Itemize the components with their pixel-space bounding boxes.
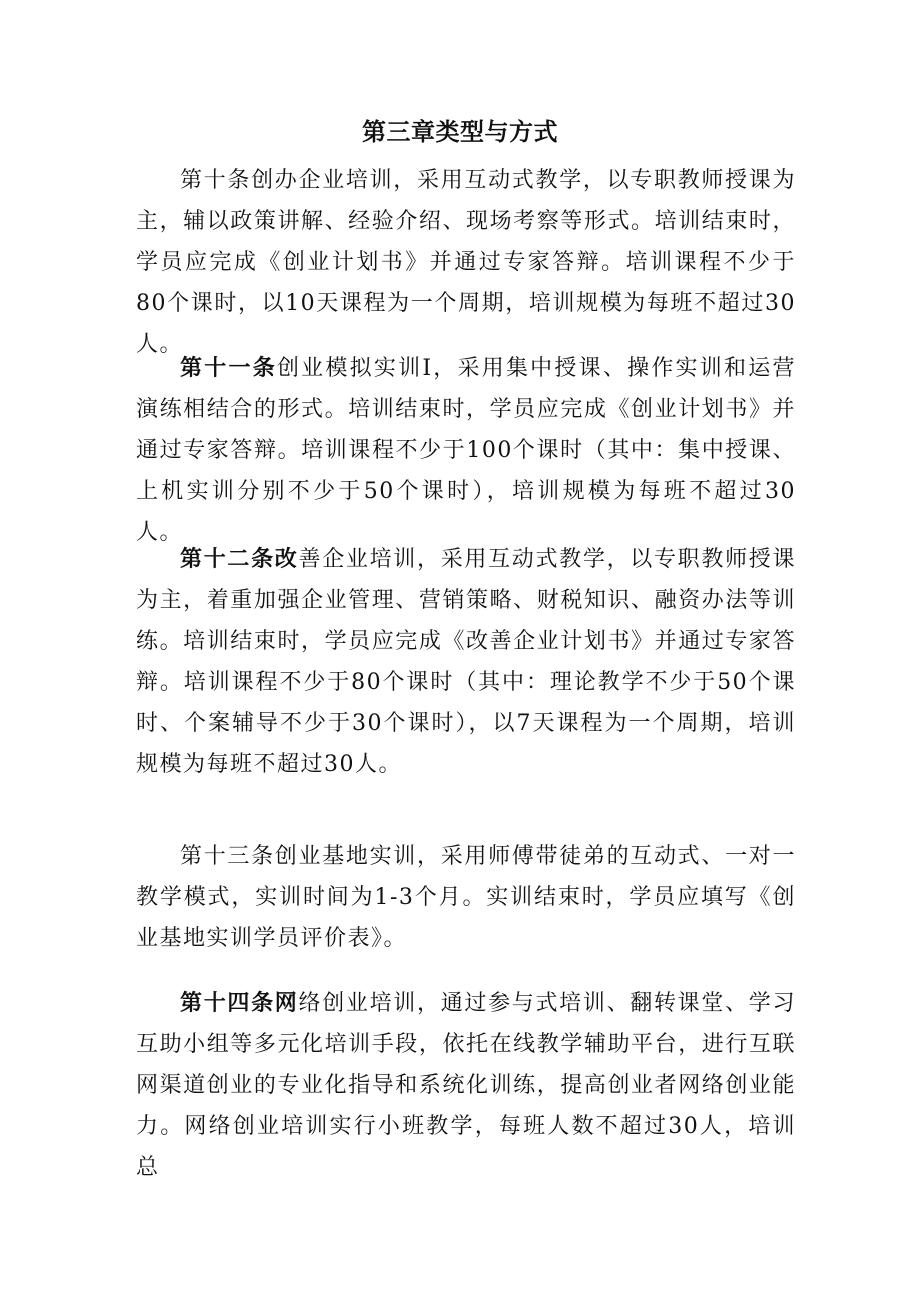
article-number: 第十一条 xyxy=(180,356,277,381)
article-number: 第十三条 xyxy=(180,844,275,869)
chapter-title: 第三章类型与方式 xyxy=(362,118,558,146)
article-11 xyxy=(136,348,796,553)
article-number: 第十四条网 xyxy=(180,991,299,1016)
article-text: 创业基地实训，采用师傅带徒弟的互动式、一对一教学模式，实训时间为1-3个月。实训结束时，学员应填写《创业基地实训学员评价表》。 xyxy=(136,844,796,951)
article-number: 第十二条改 xyxy=(180,547,299,572)
article-text: 创业模拟实训I，采用集中授课、操作实训和运营演练相结合的形式。培训结束时，学员应完成《创业计划书》并通过专家答辩。培训课程不少于100个课时（其中：集中授课、上机实训分别不少于50个课时），培训规模为每班不超过30人。 xyxy=(136,356,796,545)
article-14 xyxy=(136,983,796,1188)
article-text: 络创业培训，通过参与式培训、翻转课堂、学习互助小组等多元化培训手段，依托在线教学辅助平台，进行互联网渠道创业的专业化指导和系统化训练，提高创业者网络创业能力。网络创业培训实行小班教学，每班人数不超过30人，培训总 xyxy=(136,991,796,1180)
article-12 xyxy=(136,539,796,785)
article-text: 创办企业培训，采用互动式教学，以专职教师授课为主，辅以政策讲解、经验介绍、现场考察等形式。培训结束时，学员应完成《创业计划书》并通过专家答辩。培训课程不少于80个课时，以10天课程为一个周期，培训规模为每班不超过30人。 xyxy=(136,168,796,357)
article-number: 第十条 xyxy=(180,168,252,193)
article-10 xyxy=(136,160,796,365)
article-text: 善企业培训，采用互动式教学，以专职教师授课为主，着重加强企业管理、营销策略、财税知识、融资办法等训练。培训结束时，学员应完成《改善企业计划书》并通过专家答辩。培训课程不少于80个课时（其中：理论教学不少于50个课时、个案辅导不少于30个课时），以7天课程为一个周期，培训规模为每班不超过30人。 xyxy=(136,547,796,777)
article-13 xyxy=(136,836,796,959)
